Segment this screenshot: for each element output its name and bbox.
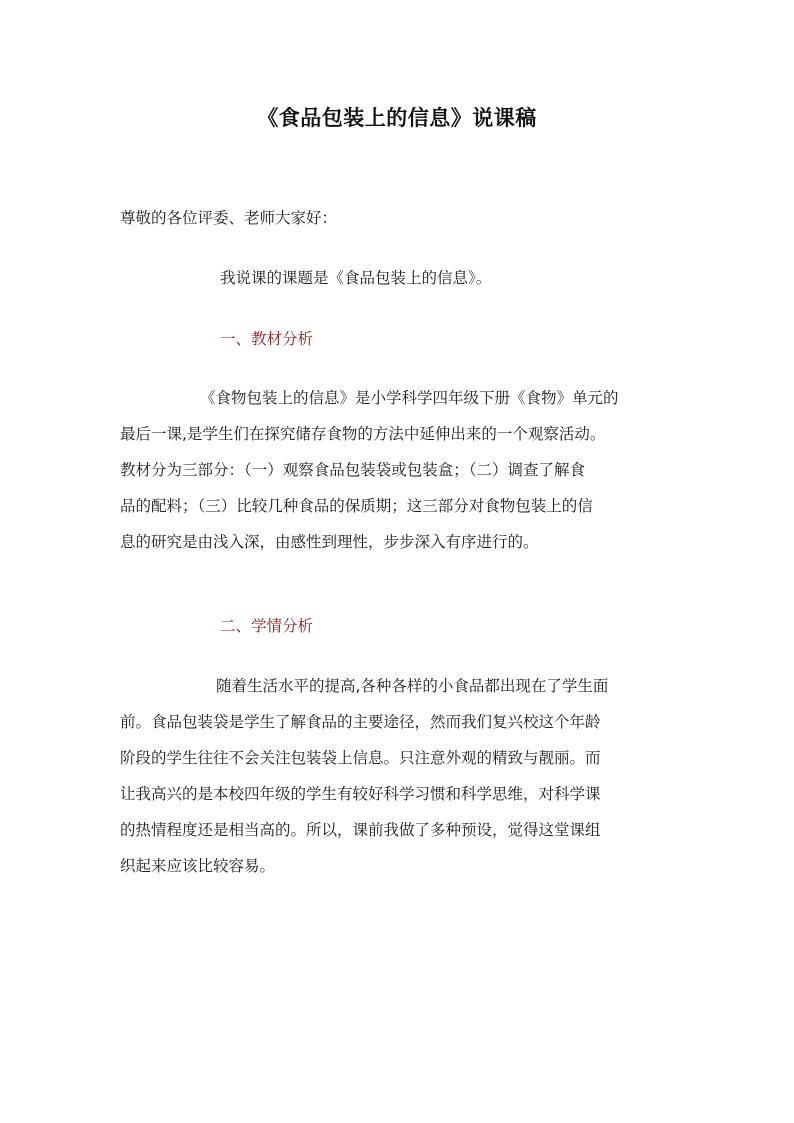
paragraph-textbook-analysis (120, 388, 682, 568)
section-heading-student-analysis: 二、学情分析 (220, 617, 314, 635)
paragraph-line: 随着生活水平的提高,各种各样的小食品都出现在了学生面 (216, 677, 609, 695)
greeting-text: 尊敬的各位评委、老师大家好： (120, 209, 338, 227)
section-heading-textbook-analysis: 一、教材分析 (220, 330, 314, 348)
paragraph-line: 息的研究是由浅入深，由感性到理性，步步深入有序进行的。 (120, 533, 539, 551)
paragraph-line: 品的配料；（三）比较几种食品的保质期；这三部分对食物包装上的信 (120, 497, 593, 515)
topic-text: 我说课的课题是《食品包装上的信息》。 (220, 269, 492, 287)
paragraph-line: 阶段的学生往往不会关注包装袋上信息。只注意外观的精致与靓丽。而 (120, 749, 601, 767)
paragraph-student-analysis (120, 676, 682, 892)
paragraph-line: 的热情程度还是相当高的。所以，课前我做了多种预设，觉得这堂课组 (120, 821, 601, 839)
paragraph-line: 让我高兴的是本校四年级的学生有较好科学习惯和科学思维，对科学课 (120, 785, 601, 803)
document-title: 《食品包装上的信息》说课稿 (257, 106, 537, 130)
paragraph-line: 《食物包装上的信息》是小学科学四年级下册《食物》单元的 (200, 389, 619, 407)
paragraph-line: 最后一课,是学生们在探究储存食物的方法中延伸出来的一个观察活动。 (120, 425, 606, 443)
paragraph-line: 前。食品包装袋是学生了解食品的主要途径，然而我们复兴校这个年龄 (120, 713, 601, 731)
paragraph-line: 织起来应该比较容易。 (120, 857, 276, 875)
paragraph-line: 教材分为三部分：（一）观察食品包装袋或包装盒；（二）调查了解食 (120, 461, 586, 479)
